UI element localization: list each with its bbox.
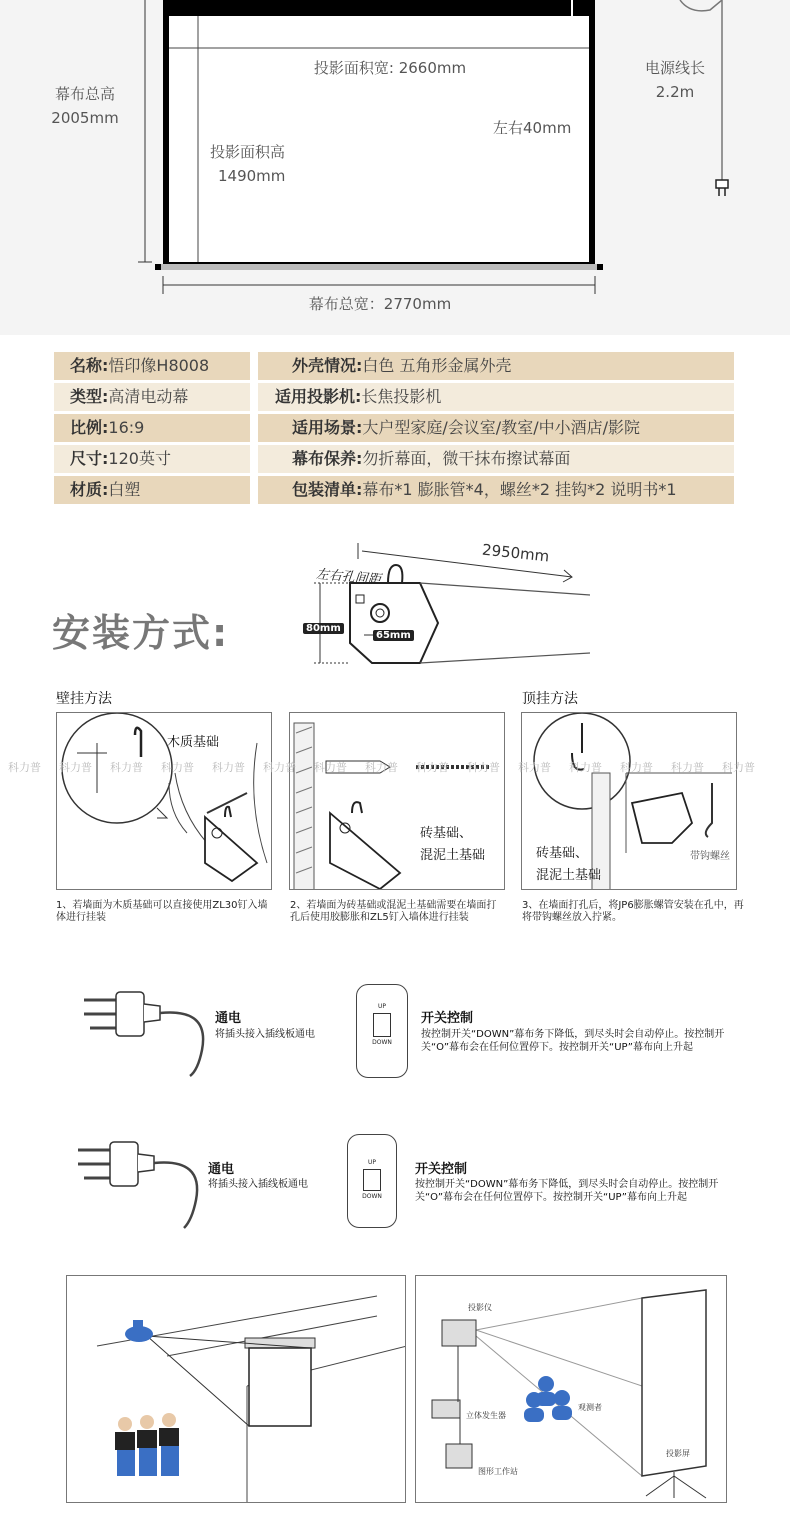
total-height-value: 2005mm [51, 109, 119, 127]
step2-text: 2、若墙面为砖基础或混泥土基础需要在墙面打孔后使用胶膨胀和ZL5钉入墙体进行挂装 [290, 900, 497, 923]
switch-title-2: 开关控制 [415, 1162, 468, 1177]
wall-switch-2: UP DOWN [347, 1134, 397, 1228]
install-panel-brick [289, 712, 505, 890]
plug-icon [74, 1136, 214, 1230]
height-badge: 80mm [303, 623, 344, 634]
install-title: 安装方式: [52, 611, 230, 655]
wall-switch-1: UP DOWN [356, 984, 408, 1078]
label-projector: 投影仪 [468, 1303, 492, 1312]
system-diagram [415, 1275, 727, 1503]
spec-row-care: 幕布保养:勿折幕面，微干抹布擦试幕面 [258, 445, 734, 473]
power-cord-label: 电源线长 [644, 59, 705, 77]
panel2-label: 砖基础、 混泥土基础 [420, 826, 486, 863]
spec-row-material: 材质:白塑 [54, 476, 250, 504]
power-desc-2: 将插头接入插线板通电 [208, 1179, 308, 1190]
projection-height-value: 1490mm [218, 167, 286, 185]
spec-row-projector: 适用投影机:长焦投影机 [258, 383, 734, 411]
step1-text: 1、若墙面为木质基础可以直接使用ZL30钉入墙体进行挂装 [56, 900, 268, 923]
switch-desc-1: 按控制开关“DOWN”幕布务下降低，到尽头时会自动停止。按控制开关“O”幕布会在任何位置停下。按控制开关“UP”幕布向上升起 [421, 1029, 725, 1053]
spec-row-name: 名称:悟印像H8008 [54, 352, 250, 380]
power-cord-value: 2.2m [655, 83, 695, 101]
hole-distance-value: 2950mm [481, 540, 551, 566]
spec-row-type: 类型:高清电动幕 [54, 383, 250, 411]
projection-height-label: 投影面积高 [210, 143, 286, 161]
power-desc-1: 将插头接入插线板通电 [215, 1029, 315, 1040]
install-panel-ceiling [521, 712, 737, 890]
spec-row-scene: 适用场景:大户型家庭/会议室/教室/中小酒店/影院 [258, 414, 734, 442]
label-screen: 投影屏 [666, 1449, 690, 1458]
screen-outline-drawing [0, 0, 790, 335]
step3-text: 3、在墙面打孔后，将JP6膨胀螺管安装在孔中，再将带钩螺丝放入拧紧。 [522, 900, 744, 923]
hole-distance-label: 左右孔间距 [315, 567, 382, 588]
spec-row-package: 包装清单:幕布*1 膨胀管*4，螺丝*2 挂钩*2 说明书*1 [258, 476, 734, 504]
spec-row-size: 尺寸:120英寸 [54, 445, 250, 473]
projection-width-label: 投影面积宽: 2660mm [313, 59, 467, 77]
watermark-strip: 科力普 科力普 科力普 科力普 科力普 科力普 科力普 科力普 科力普 科力普 科力普 科力普 科力普 科力普 科力普 [8, 761, 755, 774]
dimension-diagram [0, 0, 790, 335]
total-width-label: 幕布总宽：2770mm [308, 295, 452, 313]
panel3-label: 砖基础、 混泥土基础 [536, 846, 602, 883]
spec-row-shell: 外壳情况:白色 五角形金属外壳 [258, 352, 734, 380]
width-badge: 65mm [373, 630, 414, 641]
label-viewer: 观测者 [578, 1403, 602, 1412]
power-title-2: 通电 [208, 1162, 235, 1177]
switch-toggle-icon [373, 1013, 391, 1037]
label-workstation: 图形工作站 [478, 1467, 518, 1476]
ceiling-method-label: 顶挂方法 [522, 691, 578, 707]
switch-desc-2: 按控制开关“DOWN”幕布务下降低，到尽头时会自动停止。按控制开关“O”幕布会在任何位置停下。按控制开关“UP”幕布向上升起 [415, 1179, 719, 1203]
panel3-hook-label: 带钩螺丝 [690, 851, 730, 862]
power-title-1: 通电 [215, 1011, 242, 1026]
switch-toggle-icon [363, 1169, 381, 1191]
total-height-label: 幕布总高 [54, 85, 115, 103]
label-stereo: 立体发生器 [466, 1411, 506, 1420]
plug-icon [80, 988, 220, 1078]
room-illustration [66, 1275, 406, 1503]
panel1-label: 木质基础 [167, 735, 220, 750]
side-margin-label: 左右40mm [493, 119, 572, 137]
wall-method-label: 壁挂方法 [56, 691, 112, 707]
install-panel-wood [56, 712, 272, 890]
spec-row-ratio: 比例:16:9 [54, 414, 250, 442]
switch-title-1: 开关控制 [421, 1011, 474, 1026]
